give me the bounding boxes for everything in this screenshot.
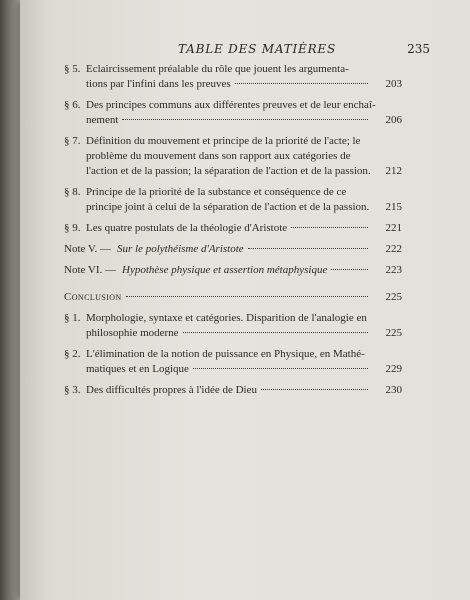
dot-leader — [248, 247, 368, 249]
entry-page-number: 225 — [385, 327, 402, 339]
toc-entry — [64, 383, 402, 398]
dot-leader — [126, 295, 368, 297]
page-number: 235 — [407, 42, 430, 56]
section-number: § 6. — [64, 99, 81, 111]
section-number: § 1. — [64, 312, 81, 324]
dot-leader — [261, 388, 368, 390]
conclusion-label: Conclusion — [64, 291, 122, 303]
note-title: Hypothèse physique et assertion métaphysique — [122, 264, 328, 276]
section-number: § 9. — [64, 222, 81, 234]
entry-text-line: Les quatre postulats de la théologie d'Aristote — [86, 222, 288, 234]
entry-page-number: 215 — [385, 201, 402, 213]
entry-text-line: l'action et de la passion; la séparation de l'action et de la passion. — [86, 165, 371, 177]
entry-text-line: Des difficultés propres à l'idée de Dieu — [86, 384, 257, 396]
section-number: § 5. — [64, 63, 81, 75]
toc-entry — [64, 221, 402, 236]
entry-page-number: 229 — [385, 363, 402, 375]
dot-leader — [122, 118, 368, 120]
toc-entry — [64, 62, 402, 92]
page-header — [0, 42, 470, 62]
toc-entry — [64, 134, 402, 179]
entry-text-line: Principe de la priorité de la substance et conséquence de ce — [86, 186, 347, 198]
entry-text-line: problème du mouvement dans son rapport aux catégories de — [86, 150, 351, 162]
toc-note — [64, 242, 402, 257]
entry-text-line: philosophie moderne — [86, 327, 179, 339]
entry-text-line: L'élimination de la notion de puissance en Physique, en Mathé- — [86, 348, 365, 360]
entry-text-line: matiques et en Logique — [86, 363, 189, 375]
note-title: Sur le polythéisme d'Aristote — [116, 243, 244, 255]
section-number: § 7. — [64, 135, 81, 147]
toc-entry — [64, 347, 402, 377]
entry-text-line: tions par l'infini dans les preuves — [86, 78, 231, 90]
entry-page-number: 230 — [385, 384, 402, 396]
entry-page-number: 221 — [385, 222, 402, 234]
running-title: TABLE DES MATIÈRES — [178, 42, 337, 56]
dot-leader — [193, 367, 368, 369]
entry-page-number: 203 — [385, 78, 402, 90]
dot-leader — [331, 268, 368, 270]
section-number: § 3. — [64, 384, 81, 396]
toc-entry — [64, 311, 402, 341]
entry-text-line: principe joint à celui de la séparation de l'action et de la passion. — [86, 201, 370, 213]
toc-entry — [64, 98, 402, 128]
entry-text-line: Définition du mouvement et principe de la priorité de l'acte; le — [86, 135, 361, 147]
dot-leader — [235, 82, 368, 84]
note-label: Note VI. — — [64, 264, 117, 276]
toc-note — [64, 263, 402, 278]
toc-conclusion-heading — [64, 290, 402, 305]
section-number: § 2. — [64, 348, 81, 360]
note-label: Note V. — — [64, 243, 111, 255]
dot-leader — [291, 226, 368, 228]
dot-leader — [183, 331, 368, 333]
toc-entry — [64, 185, 402, 215]
entry-page-number: 225 — [385, 291, 402, 303]
section-number: § 8. — [64, 186, 81, 198]
page-gutter-shadow — [0, 0, 20, 600]
table-of-contents — [64, 62, 402, 404]
entry-text-line: Morphologie, syntaxe et catégories. Disparition de l'analogie en — [86, 312, 367, 324]
entry-page-number: 223 — [385, 264, 402, 276]
entry-text-line: nement — [86, 114, 119, 126]
entry-page-number: 206 — [385, 114, 402, 126]
entry-page-number: 212 — [385, 165, 402, 177]
entry-page-number: 222 — [385, 243, 402, 255]
entry-text-line: Eclaircissement préalable du rôle que jouent les argumenta- — [86, 63, 349, 75]
entry-text-line: Des principes communs aux différentes preuves et de leur enchaî- — [86, 99, 376, 111]
